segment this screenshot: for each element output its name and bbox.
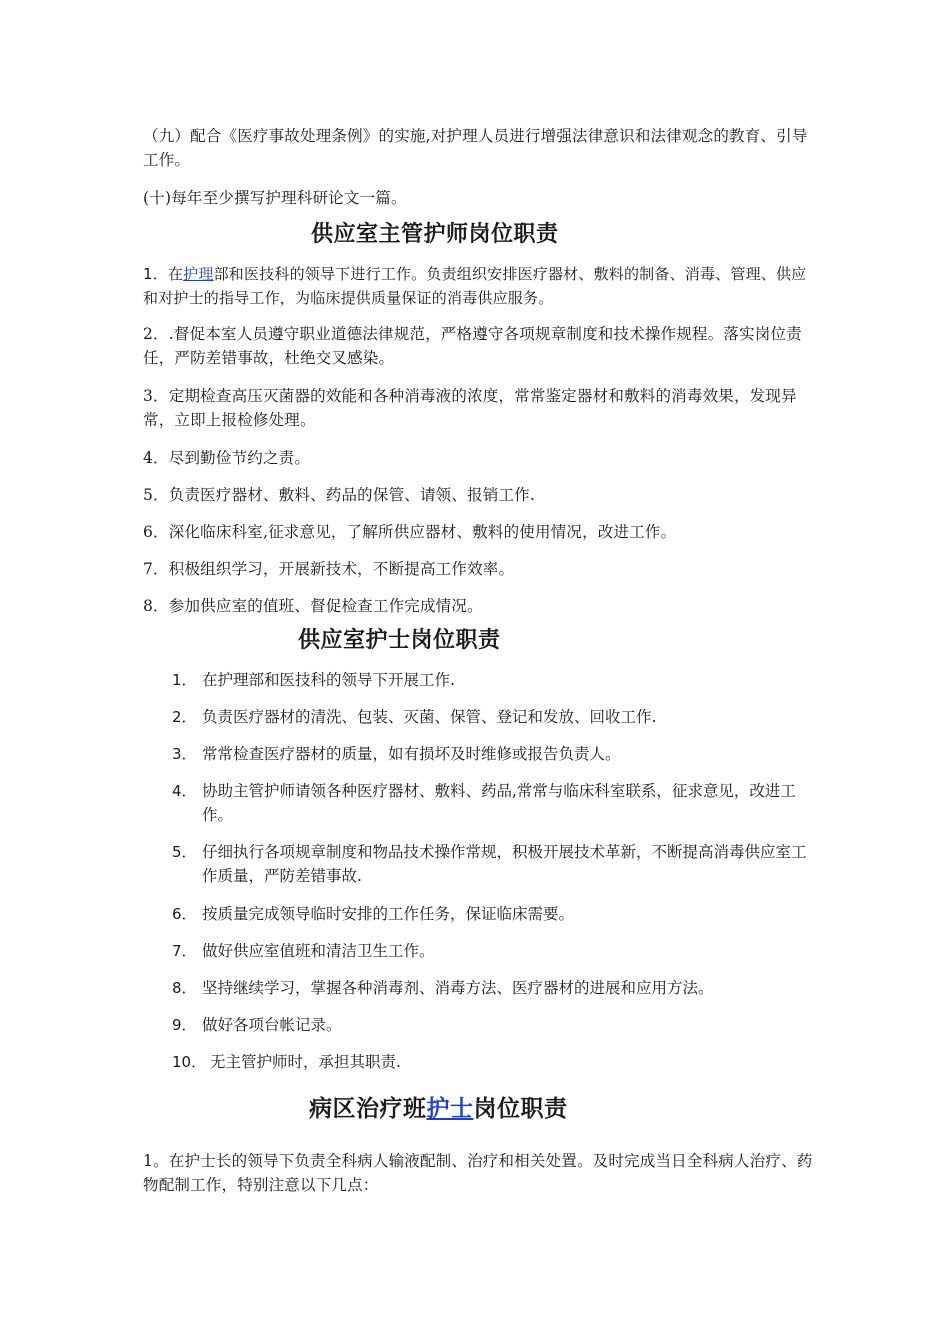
list-text: 积极组织学习，开展新技术，不断提高工作效率。	[168, 560, 515, 578]
intro-item-9: （九）配合《医疗事故处理条例》的实施,对护理人员进行增强法律意识和法律观念的教育、引导工作。	[143, 127, 808, 169]
section1-item-6	[143, 520, 813, 544]
list-num: 6．	[172, 905, 197, 923]
list-item	[172, 939, 812, 963]
list-text: 协助主管护师请领各种医疗器材、敷料、药品,常常与临床科室联系，征求意见，改进工作。	[202, 782, 796, 824]
intro-item-10: (十)每年至少撰写护理科研论文一篇。	[143, 189, 407, 207]
list-num: 1．	[172, 671, 197, 689]
list-text: 在护理部和医技科的领导下开展工作.	[202, 671, 455, 689]
list-text: 参加供应室的值班、督促检查工作完成情况。	[168, 597, 483, 615]
list-text: 尽到勤俭节约之责。	[168, 449, 311, 467]
list-num: 7．	[143, 560, 169, 578]
section2-title: 供应室护士岗位职责	[298, 628, 501, 653]
section1-item-2	[143, 322, 813, 370]
list-num: 10．	[172, 1053, 207, 1071]
section1-item-4	[143, 446, 813, 470]
hurli-link[interactable]: 护理	[183, 265, 214, 283]
list-text: 做好各项台帐记录。	[202, 1016, 342, 1034]
list-num: 8．	[143, 597, 169, 615]
list-num: 7．	[172, 942, 197, 960]
section1-item-1-post: 部和医技科的领导下进行工作。负责组织安排医疗器材、敷料的制备、消毒、管理、供应和对护士的指导工作，为临床提供质量保证的消毒供应服务。	[143, 265, 807, 307]
list-text: 深化临床科室,征求意见，了解所供应器材、敷料的使用情况，改进工作。	[168, 523, 677, 541]
list-text: .督促本室人员遵守职业道德法律规范，严格遵守各项规章制度和技术操作规程。落实岗位责任，严防差错事故，杜绝交叉感染。	[143, 325, 802, 367]
list-num: 3．	[143, 387, 169, 405]
section1-title: 供应室主管护师岗位职责	[311, 222, 559, 247]
section1-item-1	[143, 262, 813, 310]
list-text: 在护士长的领导下负责全科病人输液配制、治疗和相关处置。及时完成当日全科病人治疗、药物配制工作，特别注意以下几点：	[143, 1152, 813, 1194]
list-num: 5．	[172, 843, 197, 861]
list-num: 2．	[172, 708, 197, 726]
list-item	[172, 976, 812, 1000]
section1-item-7	[143, 557, 813, 581]
list-item	[172, 742, 812, 766]
list-text: 常常检查医疗器材的质量，如有损坏及时维修或报告负责人。	[202, 745, 621, 763]
list-item	[172, 1013, 812, 1037]
section1-item-8	[143, 594, 813, 618]
list-text: 定期检查高压灭菌器的效能和各种消毒液的浓度，常常鉴定器材和敷料的消毒效果，发现异常，立即上报检修处理。	[143, 387, 797, 429]
list-item	[172, 840, 812, 888]
list-text: 做好供应室值班和清洁卫生工作。	[202, 942, 435, 960]
list-num: 4．	[143, 449, 169, 467]
hushi-link[interactable]: 护士	[426, 1096, 474, 1122]
section3-title-pre: 病区治疗班	[309, 1096, 427, 1122]
section3-title-post: 岗位职责	[473, 1096, 568, 1122]
list-num: 9．	[172, 1016, 197, 1034]
section3-title	[309, 1094, 568, 1124]
list-item	[172, 668, 812, 692]
list-num: 8．	[172, 979, 197, 997]
list-text: 无主管护师时，承担其职责.	[210, 1053, 401, 1071]
list-item	[172, 1050, 812, 1074]
section1-item-5	[143, 483, 813, 507]
list-num: 4．	[172, 782, 197, 800]
section1-item-1-pre: 在	[167, 265, 184, 283]
list-num: 5．	[143, 486, 169, 504]
list-item	[172, 902, 812, 926]
list-num: 1。	[143, 1152, 169, 1170]
list-text: 负责医疗器材、敷料、药品的保管、请领、报销工作.	[168, 486, 535, 504]
section1-item-3	[143, 384, 813, 432]
list-text: 仔细执行各项规章制度和物品技术操作常规，积极开展技术革新，不断提高消毒供应室工作质量，严防差错事故.	[202, 843, 807, 885]
list-num: 2．	[143, 325, 169, 343]
list-text: 负责医疗器材的清洗、包装、灭菌、保管、登记和发放、回收工作.	[202, 708, 657, 726]
list-num: 3．	[172, 745, 197, 763]
list-text: 按质量完成领导临时安排的工作任务，保证临床需要。	[202, 905, 575, 923]
section3-item-1	[143, 1149, 813, 1197]
list-item	[172, 705, 812, 729]
list-num: 6．	[143, 523, 169, 541]
section1-item-1-num: 1．	[143, 265, 168, 283]
list-text: 坚持继续学习，掌握各种消毒剂、消毒方法、医疗器材的进展和应用方法。	[202, 979, 714, 997]
list-item	[172, 779, 812, 827]
